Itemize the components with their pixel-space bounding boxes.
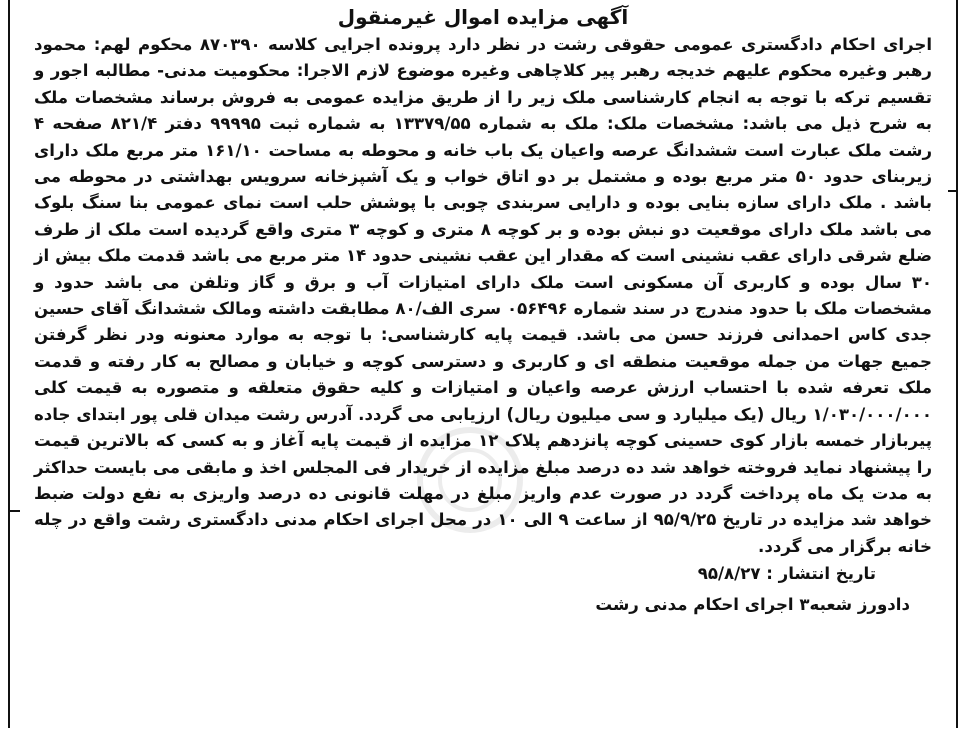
auction-notice xyxy=(8,0,958,728)
publish-date-value: ۹۵/۸/۲۷ xyxy=(697,564,761,584)
publish-date-label: تاریخ انتشار : xyxy=(766,564,876,584)
notice-footer xyxy=(10,560,956,618)
border-tick-mark xyxy=(10,510,20,512)
signature-text: دادورز شعبه۳ اجرای احکام مدنی رشت xyxy=(595,595,910,615)
signature-line xyxy=(10,591,916,618)
border-tick-mark xyxy=(948,190,956,192)
notice-body: اجرای احکام دادگستری عمومی حقوقی رشت در نظر دارد پرونده اجرایی کلاسه ۸۷۰۳۹۰ محکوم لهم: محمود رهبر وغیره محکوم علیهم خدیجه رهبر پیر کلاچاهی وغیره موضوع لازم الاجرا: محکومیت مدنی- مطالبه اجور و تقسیم ترکه با توجه به انجام کارشناسی ملک زیر را از طریق مزایده عمومی به فروش برساند مشخصات ملک به شرح ذیل می باشد: مشخصات ملک: ملک به شماره ۱۳۳۷۹/۵۵ به شماره ثبت ۹۹۹۹۵ دفتر ۸۲۱/۴ صفحه ۴ رشت ملک عبارت است ششدانگ عرصه واعیان یک باب خانه و محوطه به مساحت ۱۶۱/۱۰ متر مربع ملک دارای زیربنای حدود ۵۰ متر مربع بوده و مشتمل بر دو اتاق خواب و یک آشپزخانه سرویس بهداشتی در محوطه می باشد . ملک دارای سازه بنایی بوده و دارایی سربندی چوبی با پوشش حلب است نمای عمومی بنا سنگ بلوک می باشد ملک دارای موقعیت دو نبش بوده و بر کوچه ۸ متری و کوچه ۳ متری واقع گردیده است ملک از طرف ضلع شرقی دارای عقب نشینی است که مقدار این عقب نشینی حدود ۱۴ متر مربع می باشد قدمت ملک بیش از ۳۰ سال بوده و کاربری آن مسکونی است ملک دارای امتیازات آب و برق و گاز وتلفن می باشد حدود و مشخصات ملک با حدود مندرج در سند شماره ۰۵۶۴۹۶ سری الف/۸۰ مطابقت داشته ومالک ششدانگ آقای حسین جدی کاس احمدانی فرزند حسن می باشد. قیمت پایه کارشناسی: با توجه به موارد معنونه ودر نظر گرفتن جمیع جهات من جمله موقعیت منطقه ای و کاربری و دسترسی کوچه و خیابان و مصالح به کار رفته و قدمت ملک تعرفه شده با احتساب ارزش عرصه واعیان و امتیازات و کلیه حقوق متعلقه و متصوره به قیمت کلی ۱/۰۳۰/۰۰۰/۰۰۰ ریال (یک میلیارد و سی میلیون ریال) ارزیابی می گردد. آدرس رشت میدان قلی پور ابتدای جاده پیربازار خمسه بازار کوی حسینی کوچه پانزدهم پلاک ۱۲ مزایده از قیمت پایه آغاز و به کسی که بالاترین قیمت را پیشنهاد نماید فروخته خواهد شد ده درصد مبلغ مزایده از خریدار فی المجلس اخذ و مابقی می بایست حداکثر به مدت یک ماه پرداخت گردد در صورت عدم واریز مبلغ در مهلت قانونی ده درصد واریزی به نفع دولت ضبط خواهد شد مزایده در تاریخ ۹۵/۹/۲۵ از ساعت ۹ الی ۱۰ در محل اجرای احکام مدنی دادگستری رشت واقع در چله خانه برگزار می گردد. xyxy=(34,35,933,556)
notice-title: آگهی مزایده اموال غیرمنقول xyxy=(337,5,629,29)
publish-date-line xyxy=(10,560,916,587)
